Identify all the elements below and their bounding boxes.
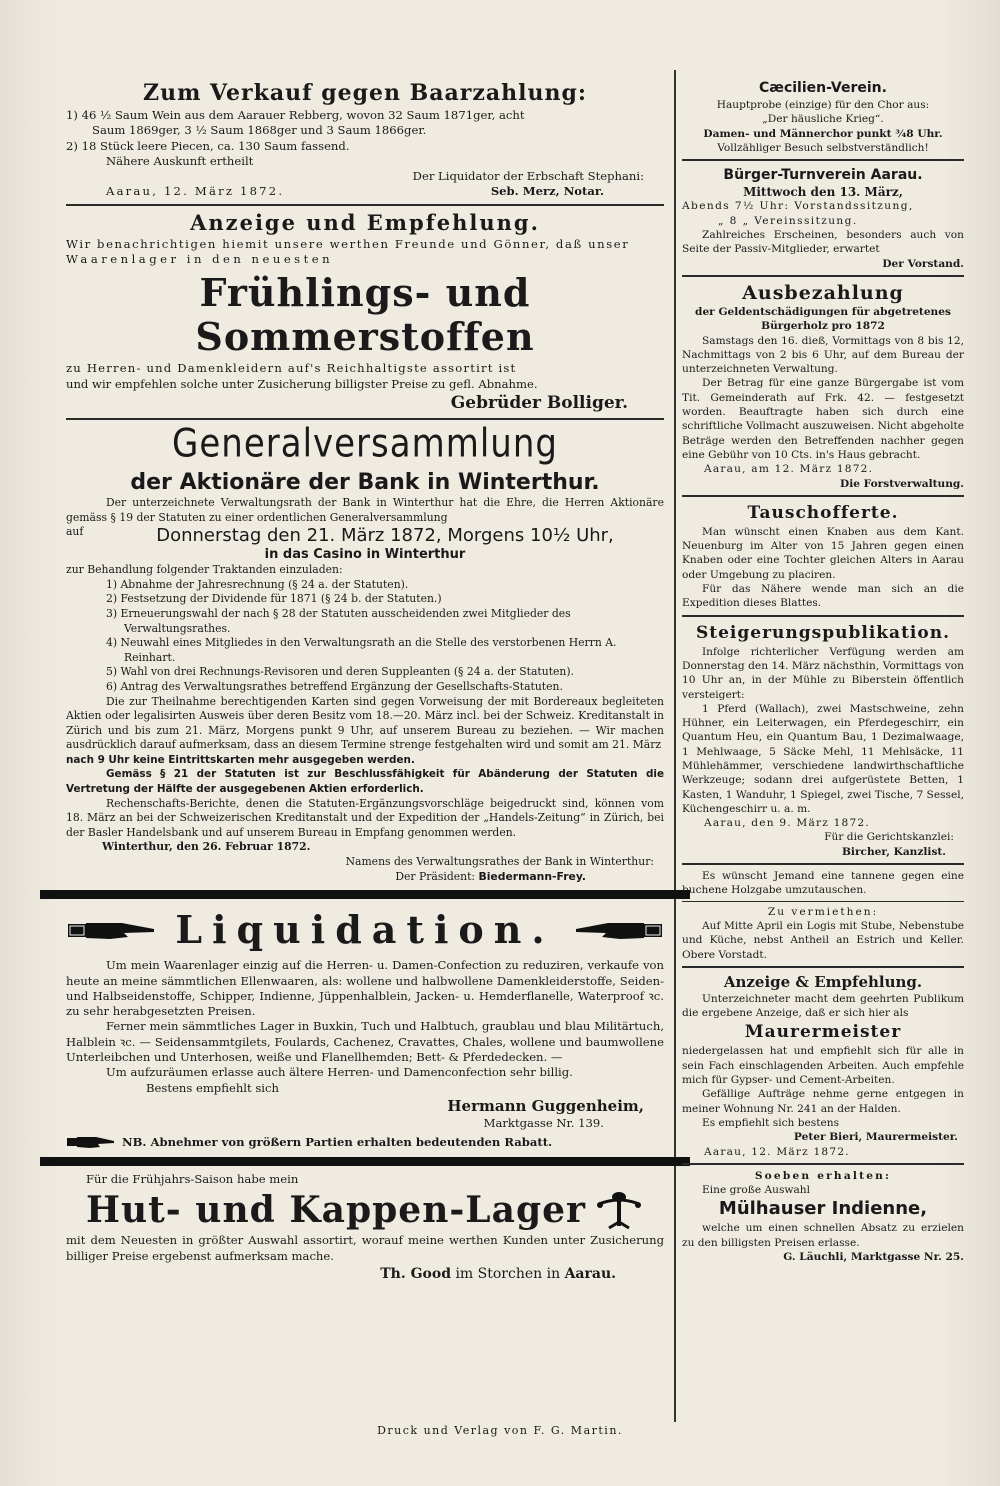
divider [66, 418, 664, 420]
liq-title: Liquidation. [175, 907, 555, 953]
caecilien-l2: „Der häusliche Krieg“. [762, 113, 884, 126]
gv-agenda-item: 5) Wahl von drei Rechnungs-Revisoren und deren Suppleanten (§ 24 a. der Statuten). [106, 665, 575, 679]
turnverein-l1: Mittwoch den 13. März, [743, 185, 903, 200]
liq-addr: Marktgasse Nr. 139. [483, 1115, 604, 1130]
hut-sign-name: Th. Good [380, 1266, 451, 1283]
ad-verkauf [66, 80, 664, 200]
gv-tickets-deadline: nach 9 Uhr keine Eintrittskarten mehr ausgegeben werden. [66, 753, 415, 766]
steigerung-title: Steigerungspublikation. [695, 622, 950, 643]
gv-title: Generalversammlung [172, 420, 558, 467]
gv-date-row [66, 525, 664, 547]
gv-sign-line1: Namens des Verwaltungsrathes der Bank in Winterthur: [345, 855, 654, 869]
tausch-p1: Man wünscht einen Knaben aus dem Kant. Neuenburg im Alter von 15 Jahren gegen einen Knaben oder eine Tochter gleichen Alters in Aarau oder Umgebung zu placiren. [682, 525, 964, 581]
liq-p3: Um aufzuräumen erlasse auch ältere Herren- und Damenconfection sehr billig. [106, 1065, 573, 1080]
divider [682, 159, 964, 161]
liq-p4: Bestens empfiehlt sich [146, 1080, 279, 1095]
divider [682, 901, 964, 902]
hut-sign-mid: im Storchen in [455, 1266, 561, 1283]
ad-bolliger-line3: zu Herren- und Damenkleidern auf's Reichhaltigste assortirt ist [66, 361, 517, 376]
hut-headline-row [66, 1187, 664, 1233]
pointing-hand-icon [66, 1133, 116, 1151]
maurer-p4: Es empfiehlt sich bestens [702, 1116, 840, 1129]
divider [682, 966, 964, 968]
ad-tausch [682, 501, 964, 611]
gv-tickets: Die zur Theilnahme berechtigenden Karten sind gegen Vorweisung der mit Bordereaux begleiteten Aktien oder legalisirten Ausweis über deren Besitz vom 18.—20. März incl. bei der Schweiz. Kreditanstalt in Zürich und bis zum 21. März, Morgens punkt 9 Uhr, auf unserem Bureau zu beziehen. — Wir machen ausdrücklich darauf aufmerksam, dass an diesem Termine strenge festgehalten wird und somit am 21. März [66, 694, 664, 752]
vermiethen-p1: Auf Mitte April ein Logis mit Stube, Nebenstube und Küche, nebst Antheil an Estrich und Keller. Obere Vorstadt. [682, 919, 964, 961]
liq-header [66, 907, 664, 952]
steigerung-sign: Bircher, Kanzlist. [841, 845, 946, 858]
caecilien-l1: Hauptprobe (einzige) für den Chor aus: [716, 99, 930, 111]
maurer-headline: Maurermeister [744, 1022, 902, 1043]
caecilien-l3: Damen- und Männerchor punkt ¾8 Uhr. [703, 127, 943, 140]
maurer-p1: Unterzeichneter macht dem geehrten Publikum die ergebene Anzeige, daß er sich hier als [682, 992, 964, 1020]
ausbezahlung-p1: Samstags den 16. dieß, Vormittags von 8 bis 12, Nachmittags von 2 bis 6 Uhr, auf dem Bureau der unterzeichneten Verwaltung. [682, 334, 964, 376]
maurer-title: Anzeige & Empfehlung. [723, 972, 923, 991]
liq-p1: Um mein Waarenlager einzig auf die Herren- u. Damen-Confection zu reduziren, verkaufe von heute an meine sämmtlichen Ellenwaaren, als: wollene und halbwollene Damenkleiderstoffe, Seiden- und Halbseidenstoffe, Schipper, Indienne, Jüppenhalblein, Jacken- u. Hemderflanelle, Waterproof ꝛc. zu sehr herabgesetzten Preisen. [66, 958, 664, 1019]
holz-p1: Es wünscht Jemand eine tannene gegen eine buchene Holzgabe umzutauschen. [682, 870, 964, 897]
ad-steigerung [682, 621, 964, 859]
hut-p1: mit dem Neuesten in größter Auswahl assortirt, worauf meine werthen Kunden unter Zusicherung billiger Preise ergebenst aufmerksam mache. [66, 1233, 664, 1263]
steigerung-p2: 1 Pferd (Wallach), zwei Mastschweine, zehn Hühner, ein Leiterwagen, ein Pferdegeschirr, ein Quantum Heu, ein Quantum Bau, 1 Dezimalwaage, 1 Mehlwaage, 5 Säcke Mehl, 11 Mehlsäcke, 11 Mühlehämmer, verschiedene landwirthschaftliche Werkzeuge; sodann drei aufgerüstete Betten, 1 Kasten, 1 Wanduhr, 1 Spiegel, zwei Tische, 7 Sessel, Küchengeschirr u. a. m. [682, 702, 964, 815]
ad-verkauf-line4: Nähere Auskunft ertheilt [106, 153, 254, 168]
right-column [682, 78, 964, 1264]
ad-soeben [682, 1169, 964, 1264]
ad-bolliger [66, 210, 664, 414]
ad-generalversammlung [66, 420, 664, 884]
turnverein-sign: Der Vorstand. [882, 257, 964, 270]
gv-sign-line2 [66, 870, 664, 885]
ausbezahlung-date: Aarau, am 12. März 1872. [704, 463, 874, 476]
column-divider [674, 70, 676, 1422]
gv-quorum: Gemäss § 21 der Statuten ist zur Beschlussfähigkeit für Abänderung der Statuten die Vertretung der Hälfte der ausgegebenen Aktien erforderlich. [66, 768, 664, 796]
ad-verkauf-line1: 1) 46 ½ Saum Wein aus dem Aarauer Rebberg, wovon 32 Saum 1871ger, acht [66, 108, 525, 122]
gv-subtitle: der Aktionäre der Bank in Winterthur. [130, 469, 600, 495]
soeben-p1: welche um einen schnellen Absatz zu erzielen zu den billigsten Preisen erlasse. [682, 1222, 964, 1249]
tausch-title: Tauschofferte. [747, 502, 899, 523]
tausch-p2: Für das Nähere wende man sich an die Expedition dieses Blattes. [682, 583, 964, 610]
ad-maurer [682, 972, 964, 1159]
ad-bolliger-line1: Wir benachrichtigen hiemit unsere werthen Freunde und Gönner, daß unser [66, 236, 630, 251]
liq-nb-row [66, 1133, 664, 1151]
ad-bolliger-headline: Frühlings- und Sommerstoffen [195, 270, 535, 360]
steigerung-l1: Für die Gerichtskanzlei: [824, 831, 954, 844]
soeben-title: Soeben erhalten: [754, 1169, 892, 1182]
ad-verkauf-date: Aarau, 12. März 1872. [106, 184, 285, 199]
ad-verkauf-line2: Saum 1869ger, 3 ½ Saum 1868ger und 3 Saum 1866ger. [92, 123, 427, 138]
ad-verkauf-line3: 2) 18 Stück leere Piecen, ca. 130 Saum fassend. [66, 138, 350, 153]
gv-auf: auf [66, 525, 84, 539]
ad-verkauf-line5: Der Liquidator der Erbschaft Stephani: [412, 169, 644, 184]
liq-sign: Hermann Guggenheim, [447, 1096, 644, 1115]
steigerung-p1: Infolge richterlicher Verfügung werden am Donnerstag den 14. März nächsthin, Vormittags von 10 Uhr an, in der Mühle zu Biberstein öffentlich versteigert: [682, 645, 964, 701]
gv-agenda-item: 1) Abnahme der Jahresrechnung (§ 24 a. der Statuten). [106, 577, 409, 591]
gv-sign-name: Biedermann-Frey. [478, 869, 586, 883]
ausbezahlung-sub2: Bürgerholz pro 1872 [761, 320, 885, 333]
caecilien-title: Cæcilien-Verein. [759, 80, 887, 96]
ad-caecilien [682, 78, 964, 155]
ad-liquidation [66, 907, 664, 1151]
gv-place-date: Winterthur, den 26. Februar 1872. [102, 840, 311, 854]
thick-divider [40, 890, 690, 899]
maurer-p2: niedergelassen hat und empfiehlt sich für alle in sein Fach einschlagenden Arbeiten. Auch empfehle mich für Gypser- und Cement-Arbeiten. [682, 1045, 964, 1087]
soeben-headline: Mülhauser Indienne, [718, 1198, 928, 1220]
ausbezahlung-sub1: der Geldentschädigungen für abgetretenes [695, 305, 951, 318]
liq-p2: Ferner mein sämmtliches Lager in Buxkin, Tuch und Halbtuch, graublau und blau Militärtuch, Halblein ꝛc. — Seidensammtgilets, Foulards, Cachenez, Cravattes, Chales, wollene und baumwollene Unterleibchen und Unterhosen, weiße und Flanellhemden; Bett- & Pferdedecken. — [66, 1019, 664, 1064]
ad-vermiethen [682, 905, 964, 962]
gv-date: Donnerstag den 21. März 1872, Morgens 10½ Uhr, [156, 525, 614, 547]
gv-sign-label: Der Präsident: [395, 869, 476, 883]
ad-verkauf-sign: Seb. Merz, Notar. [490, 184, 604, 199]
ausbezahlung-p2: Der Betrag für eine ganze Bürgergabe ist vom Tit. Gemeinderath auf Frk. 42. — festgesetzt worden. Beauftragte haben sich durch eine schriftliche Vollmacht auszuweisen. Nicht abgeholte Beträge werden den Betreffenden nachher gegen eine Gebühr von 10 Cts. in's Haus gebracht. [682, 377, 964, 461]
gv-place: in das Casino in Winterthur [264, 547, 466, 563]
divider [682, 495, 964, 497]
hut-intro: Für die Frühjahrs-Saison habe mein [86, 1172, 299, 1187]
ad-ausbezahlung [682, 281, 964, 491]
ad-verkauf-title: Zum Verkauf gegen Baarzahlung: [143, 80, 587, 106]
turnverein-l4: Zahlreiches Erscheinen, besonders auch von Seite der Passiv-Mitglieder, erwartet [682, 229, 964, 256]
ad-turnverein [682, 165, 964, 271]
gv-intro: Der unterzeichnete Verwaltungsrath der Bank in Winterthur hat die Ehre, die Herren Aktionäre gemäss § 19 der Statuten zu einer ordentlichen Generalversammlung [66, 495, 664, 524]
ausbezahlung-title: Ausbezahlung [742, 281, 904, 304]
gv-agenda-item: 4) Neuwahl eines Mitgliedes in den Verwaltungsrath an die Stelle des verstorbenen Herrn A. Reinhart. [106, 636, 617, 664]
ad-verkauf-footer [66, 184, 664, 199]
maurer-date: Aarau, 12. März 1872. [704, 1145, 850, 1158]
soeben-sign: G. Läuchli, Marktgasse Nr. 25. [783, 1251, 964, 1263]
gv-agenda-item: 6) Antrag des Verwaltungsrathes betreffend Ergänzung der Gesellschafts-Statuten. [106, 679, 563, 693]
printer-imprint: Druck und Verlag von F. G. Martin. [377, 1424, 623, 1437]
pointing-hand-right-icon [66, 915, 158, 945]
hut-sign-place: Aarau. [564, 1266, 616, 1283]
hut-sign [66, 1264, 664, 1284]
gv-agenda-intro: zur Behandlung folgender Traktanden einzuladen: [66, 563, 343, 577]
ad-bolliger-line4: und wir empfehlen solche unter Zusicherung billigster Preise zu gefl. Abnahme. [66, 376, 538, 391]
ad-bolliger-line2: Waarenlager in den neuesten [66, 252, 334, 267]
turnverein-l2: Abends 7½ Uhr: Vorstandssitzung, [682, 200, 914, 213]
steigerung-date: Aarau, den 9. März 1872. [704, 817, 870, 830]
soeben-l1: Eine große Auswahl [702, 1184, 811, 1197]
ad-bolliger-sign: Gebrüder Bolliger. [450, 392, 628, 413]
ad-holz [682, 869, 964, 898]
gv-agenda-item: 2) Festsetzung der Dividende für 1871 (§ 24 b. der Statuten.) [106, 592, 442, 606]
divider [682, 1163, 964, 1165]
liq-nb: NB. Abnehmer von größern Partien erhalten bedeutenden Rabatt. [122, 1134, 553, 1149]
gv-agenda [66, 578, 664, 695]
maurer-p3: Gefällige Aufträge nehme gerne entgegen in meiner Wohnung Nr. 241 an der Halden. [682, 1088, 964, 1115]
ad-bolliger-title: Anzeige und Empfehlung. [190, 209, 540, 235]
divider [682, 275, 964, 277]
gv-reports: Rechenschafts-Berichte, denen die Statuten-Ergänzungsvorschläge beigedruckt sind, können vom 18. März an bei der Schweizerischen Kreditanstalt und der Expedition der „Handels-Zeitung“ in Zürich, bei der Basler Handelsbank und auf unserem Bureau in Empfang genommen werden. [66, 796, 664, 839]
caecilien-l4: Vollzähliger Besuch selbstverständlich! [717, 141, 929, 154]
vermiethen-title: Zu vermiethen: [767, 905, 879, 918]
left-column [66, 78, 664, 1284]
pointing-hand-left-icon [572, 915, 664, 945]
thick-divider [40, 1157, 690, 1166]
gv-agenda-item: 3) Erneuerungswahl der nach § 28 der Statuten ausscheidenden zwei Mitglieder des Verwaltungsrathes. [106, 606, 571, 635]
turnverein-title: Bürger-Turnverein Aarau. [723, 167, 923, 184]
hut-headline: Hut- und Kappen-Lager [85, 1189, 586, 1232]
maurer-sign: Peter Bieri, Maurermeister. [793, 1131, 958, 1144]
ad-hut [66, 1172, 664, 1284]
hat-stand-icon [594, 1190, 644, 1230]
ausbezahlung-sign: Die Forstverwaltung. [840, 477, 964, 490]
divider [66, 204, 664, 206]
divider [682, 863, 964, 865]
turnverein-l3: „ 8 „ Vereinssitzung. [718, 214, 858, 227]
divider [682, 615, 964, 617]
